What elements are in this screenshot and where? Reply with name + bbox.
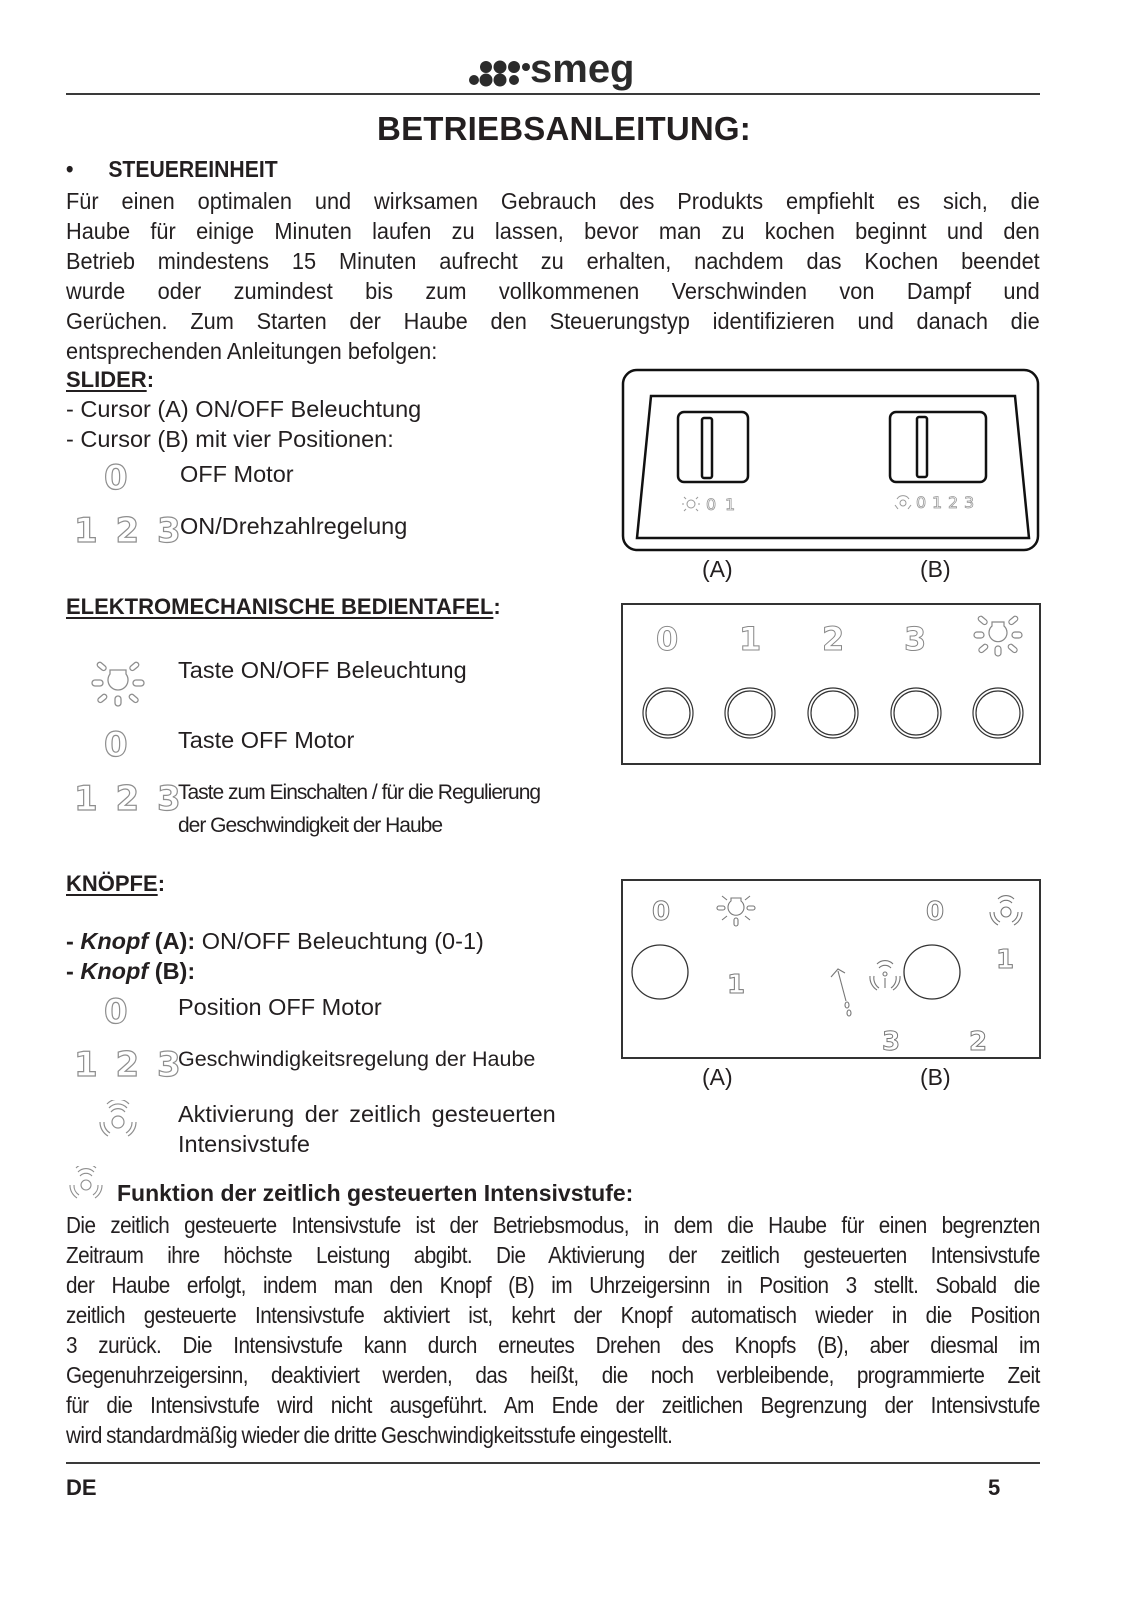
colon: : [146,367,155,392]
paragraph-line: Betrieb mindestens 15 Minuten aufrecht zu erhalten, nachdem das Kochen beendet [66,248,1040,274]
intensive-fan-icon [96,1100,140,1142]
colon: : [157,871,166,896]
knopf-item-speed: Geschwindigkeitsregelung der Haube [178,1047,536,1071]
colon: : [493,594,501,619]
elektro-item-speed-line1: Taste zum Einschalten / für die Regulierung [178,781,541,804]
knob-panel-diagram [620,878,1042,1060]
button-panel-diagram [620,602,1042,766]
button-label-0: 0 [656,620,679,658]
page-title: BETRIEBSANLEITUNG: [377,110,751,147]
slider-heading: SLIDER [66,367,147,392]
elektro-item-speed-line2: der Geschwindigkeit der Haube [178,814,442,837]
paragraph-line: Für einen optimalen und wirksamen Gebrauch des Produkts empfiehlt es sich, die [66,188,1040,214]
footer-rule [66,1462,1040,1464]
knob-label-a: (A) [702,1064,733,1090]
paragraph-line: wird standardmäßig wieder die dritte Geschwindigkeitsstufe eingestellt. [66,1422,673,1448]
slider-panel-face [637,396,1029,538]
push-button-1[interactable] [725,688,775,738]
intensive-fan-icon [66,1166,106,1202]
push-button-0[interactable] [643,688,693,738]
slider-label-b: (B) [920,556,951,582]
symbol-zero-icon: 0 [104,992,128,1032]
paragraph-line: der Haube erfolgt, indem man den Knopf (B) im Uhrzeigersinn in Position 3 stellt. Sobald die [66,1272,1040,1298]
section-heading-steuereinheit [66,156,278,183]
header-rule [66,93,1040,95]
paragraph-line: Haube für einige Minuten laufen zu lassen, bevor man zu kochen beginnt und den [66,218,1040,244]
paragraph-line: 3 zurück. Die Intensivstufe kann durch erneutes Drehen des Knopfs (B), aber diesmal im [66,1332,1040,1358]
knopf-word: Knopf [80,958,149,984]
symbol-zero-icon: 0 [104,458,128,498]
paragraph-line: entsprechenden Anleitungen befolgen: [66,338,438,364]
arrow-up-icon [831,969,851,1016]
slider-a-handle[interactable] [702,418,712,478]
slider-cursor-a: - Cursor (A) ON/OFF Beleuchtung [66,396,422,422]
button-label-2: 2 [822,620,845,658]
footer-language: DE [66,1475,97,1500]
intro-paragraph [66,186,1040,366]
heading-text: STEUEREINHEIT [108,156,278,182]
smeg-logo-dots-icon [464,44,664,92]
light-icon [974,615,1022,656]
paragraph-line: Zeitraum ihre höchste Leistung abgibt. Die Aktivierung der zeitlich gesteuerten Intensivstufe [66,1242,1040,1268]
knob-a[interactable] [632,945,688,999]
slider-panel-diagram [620,365,1042,555]
slider-b-scale-label: 3 [964,493,975,512]
push-button-3[interactable] [891,688,941,738]
slider-label-a: (A) [702,556,733,582]
brand-name: smeg [530,47,635,91]
section-heading-slider [66,367,154,393]
push-button-light[interactable] [973,688,1023,738]
brand-logo [0,44,1128,94]
slider-item-on: ON/Drehzahlregelung [180,513,408,539]
knopf-item-intensive-line1: Aktivierung der zeitlich gesteuerten [178,1101,556,1127]
paragraph-line: zeitlich gesteuerte Intensivstufe aktiviert ist, kehrt der Knopf automatisch wieder in die Position [66,1302,1040,1328]
symbol-123-icon: 1 2 3 [74,779,184,819]
knopf-word: Knopf [80,928,149,954]
dash: - [66,958,81,984]
slider-item-off: OFF Motor [180,461,294,487]
knopf-a-label: (A): [148,928,196,954]
symbol-123-icon: 1 2 3 [74,511,184,551]
slider-b-scale-label: 1 [932,493,943,512]
knob-b-label-3: 3 [882,1027,901,1057]
slider-b-scale-label: 2 [948,493,959,512]
knopf-b-line [66,958,195,985]
light-icon [682,497,700,511]
knoepfe-heading: KNÖPFE [66,871,158,896]
page-number: 5 [988,1475,1001,1500]
button-label-1: 1 [739,620,762,658]
knob-b-label-2: 2 [969,1027,988,1057]
slider-cursor-b: - Cursor (B) mit vier Positionen: [66,426,394,452]
knopf-item-intensive [178,1099,556,1159]
fan-intensive-icon [895,496,911,509]
bullet: • [66,156,74,182]
knob-a-label-1: 1 [727,970,746,1000]
dash: - [66,928,81,954]
button-label-3: 3 [904,620,927,658]
push-button-2[interactable] [808,688,858,738]
intensive-info-icon [870,961,900,990]
intensive-fan-icon [990,896,1022,925]
slider-b-frame [890,412,986,482]
symbol-zero-icon: 0 [104,725,128,765]
paragraph-line: wurde oder zumindest bis zum vollkommenen Verschwinden von Dampf und [66,278,1040,304]
funktion-heading: Funktion der zeitlich gesteuerten Intensivstufe: [117,1180,634,1206]
knopf-a-line [66,928,484,955]
slider-b-scale-label: 0 [916,493,927,512]
section-heading-knoepfe [66,871,165,897]
section-heading-elektro [66,594,501,620]
elektro-item-speed [178,776,540,842]
paragraph-line: Gerüchen. Zum Starten der Haube den Steuerungstyp identifizieren und danach die [66,308,1040,334]
light-icon [90,660,146,708]
knopf-item-off: Position OFF Motor [178,994,382,1020]
knob-a-label-0: 0 [652,897,671,927]
elektro-item-off: Taste OFF Motor [178,727,355,753]
knopf-a-text: ON/OFF Beleuchtung (0-1) [195,928,484,954]
knob-label-b: (B) [920,1064,951,1090]
knob-b[interactable] [904,945,960,999]
knob-b-label-1: 1 [996,945,1015,975]
paragraph-line: Gegenuhrzeigersinn, deaktiviert werden, das heißt, die noch verbleibende, programmierte Zeit [66,1362,1040,1388]
elektro-item-light: Taste ON/OFF Beleuchtung [178,657,467,683]
slider-a-scale-label: 0 [706,495,717,514]
light-icon [717,896,755,926]
knopf-b-label: (B): [148,958,196,984]
paragraph-line: für die Intensivstufe wird nicht ausgeführt. Am Ende der zeitlichen Begrenzung der Intensivstufe [66,1392,1040,1418]
knopf-item-intensive-line2: Intensivstufe [178,1131,310,1157]
funktion-paragraph [66,1210,1040,1450]
slider-a-scale-label: 1 [725,495,736,514]
slider-b-handle[interactable] [917,417,927,477]
knob-b-label-0: 0 [926,897,945,927]
paragraph-line: Die zeitlich gesteuerte Intensivstufe ist der Betriebsmodus, in dem die Haube für einen begrenzten [66,1212,1040,1238]
elektro-heading: ELEKTROMECHANISCHE BEDIENTAFEL [66,594,494,619]
symbol-123-icon: 1 2 3 [74,1045,184,1085]
